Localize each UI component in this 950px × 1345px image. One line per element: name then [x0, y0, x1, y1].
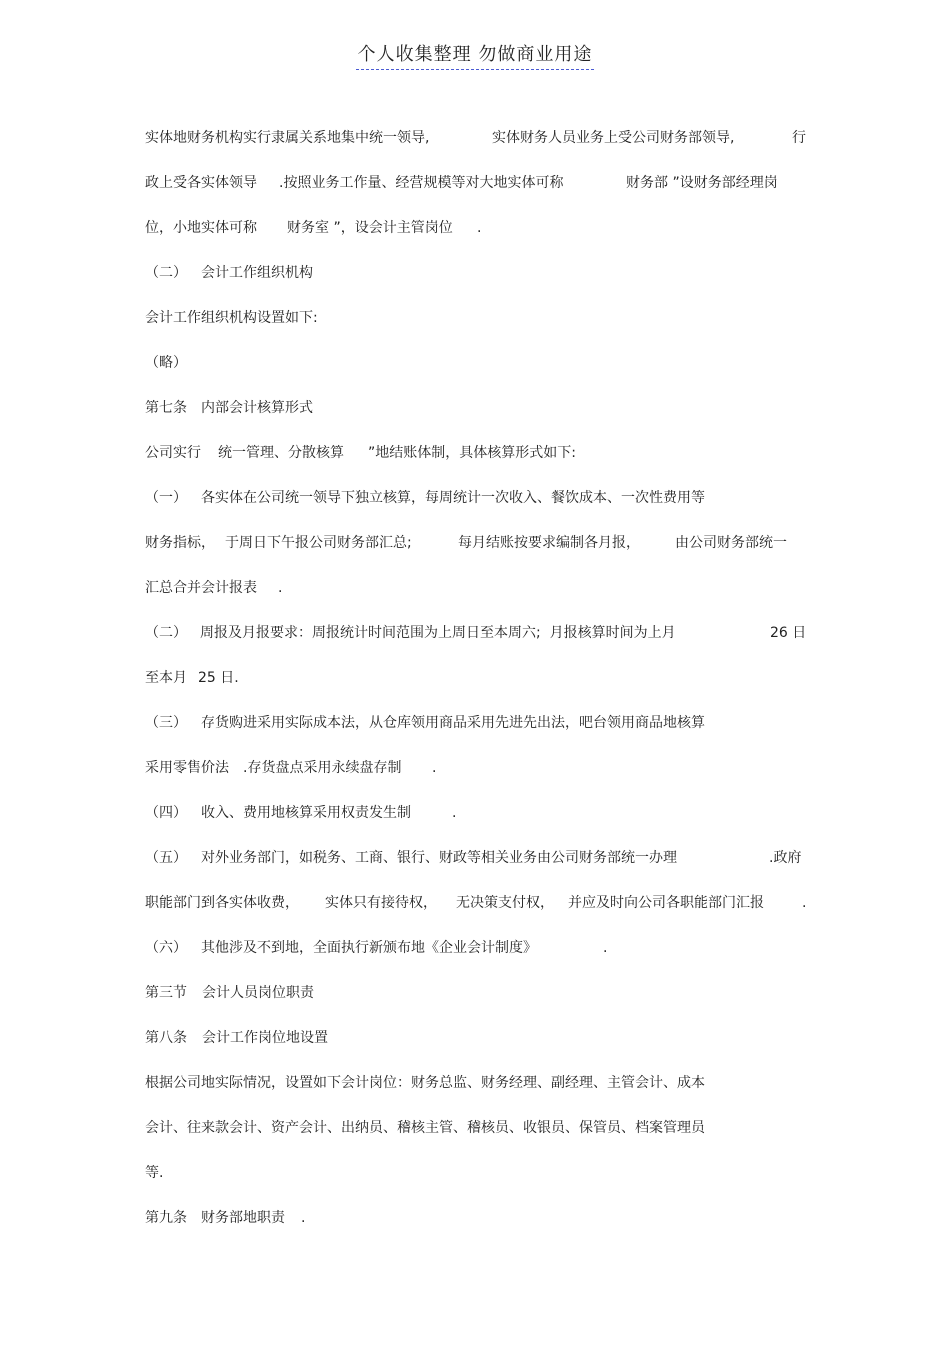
- text-segment: 会计、往来款会计、资产会计、出纳员、稽核主管、稽核员、收银员、保管员、档案管理员: [145, 1120, 705, 1136]
- text-segment: （二）: [145, 625, 187, 641]
- text-line: [0, 261, 950, 285]
- text-segment: 会计工作组织机构设置如下:: [145, 310, 318, 326]
- text-line: [0, 1116, 950, 1140]
- text-line: [0, 216, 950, 240]
- text-segment: .: [802, 895, 807, 911]
- text-segment: 25 日.: [198, 670, 239, 686]
- text-segment: 由公司财务部统一: [675, 535, 787, 551]
- text-segment: 实体地财务机构实行隶属关系地集中统一领导,: [145, 130, 430, 146]
- text-segment: 会计人员岗位职责: [202, 985, 314, 1001]
- text-line: [0, 531, 950, 555]
- text-segment: （四）: [145, 805, 187, 821]
- text-line: [0, 1071, 950, 1095]
- text-line: [0, 936, 950, 960]
- text-segment: .: [432, 760, 437, 776]
- text-segment: 内部会计核算形式: [201, 400, 313, 416]
- text-segment: 会计工作组织机构: [201, 265, 313, 281]
- text-segment: 统一管理、分散核算: [218, 445, 344, 461]
- text-segment: 无决策支付权，: [456, 895, 554, 911]
- text-segment: .: [301, 1210, 306, 1226]
- text-line: [0, 981, 950, 1005]
- text-segment: 26 日: [770, 625, 807, 641]
- text-line: [0, 171, 950, 195]
- text-segment: 职能部门到各实体收费，: [145, 895, 299, 911]
- text-line: [0, 756, 950, 780]
- text-line: [0, 486, 950, 510]
- text-segment: 实体财务人员业务上受公司财务部领导,: [492, 130, 735, 146]
- text-segment: 各实体在公司统一领导下独立核算，每周统计一次收入、餐饮成本、一次性费用等: [201, 490, 705, 506]
- text-segment: ”地结账体制，具体核算形式如下:: [368, 445, 576, 461]
- text-segment: 行: [792, 130, 806, 146]
- text-segment: .: [477, 220, 482, 236]
- text-line: [0, 396, 950, 420]
- text-segment: 财务室 ”，设会计主管岗位: [287, 220, 453, 236]
- text-line: [0, 846, 950, 870]
- text-line: [0, 801, 950, 825]
- text-segment: 第八条: [145, 1030, 187, 1046]
- text-segment: 其他涉及不到地，全面执行新颁布地《企业会计制度》: [201, 940, 537, 956]
- text-segment: .: [278, 580, 283, 596]
- text-segment: 汇总合并会计报表: [145, 580, 257, 596]
- text-segment: 根据公司地实际情况，设置如下会计岗位：财务总监、财务经理、副经理、主管会计、成本: [145, 1075, 705, 1091]
- text-segment: .存货盘点采用永续盘存制: [243, 760, 402, 776]
- text-segment: 财务部地职责: [201, 1210, 285, 1226]
- text-segment: 财务部 ”设财务部经理岗: [626, 175, 778, 191]
- text-line: [0, 621, 950, 645]
- text-segment: 并应及时向公司各职能部门汇报: [568, 895, 764, 911]
- text-line: [0, 576, 950, 600]
- text-segment: 于周日下午报公司财务部汇总;: [225, 535, 412, 551]
- text-segment: （二）: [145, 265, 187, 281]
- text-segment: 第三节: [145, 985, 187, 1001]
- text-segment: 对外业务部门，如税务、工商、银行、财政等相关业务由公司财务部统一办理: [201, 850, 677, 866]
- text-segment: .政府: [769, 850, 802, 866]
- text-segment: 位，小地实体可称: [145, 220, 257, 236]
- text-segment: 采用零售价法: [145, 760, 229, 776]
- text-segment: 周报及月报要求：周报统计时间范围为上周日至本周六; 月报核算时间为上月: [200, 625, 676, 641]
- text-segment: 实体只有接待权，: [325, 895, 437, 911]
- text-line: [0, 891, 950, 915]
- text-segment: 存货购进采用实际成本法，从仓库领用商品采用先进先出法，吧台领用商品地核算: [201, 715, 705, 731]
- text-segment: （六）: [145, 940, 187, 956]
- text-segment: 政上受各实体领导: [145, 175, 257, 191]
- text-segment: 至本月: [145, 670, 187, 686]
- text-line: [0, 1206, 950, 1230]
- text-line: [0, 1161, 950, 1185]
- text-segment: .: [452, 805, 457, 821]
- text-line: [0, 666, 950, 690]
- text-segment: 第七条: [145, 400, 187, 416]
- text-segment: 会计工作岗位地设置: [202, 1030, 328, 1046]
- text-segment: 收入、费用地核算采用权责发生制: [201, 805, 411, 821]
- text-segment: （一）: [145, 490, 187, 506]
- text-segment: 财务指标，: [145, 535, 215, 551]
- text-line: [0, 711, 950, 735]
- text-line: [0, 1026, 950, 1050]
- header-text: 个人收集整理 勿做商业用途: [356, 40, 595, 70]
- text-line: [0, 306, 950, 330]
- text-line: [0, 126, 950, 150]
- text-segment: 等.: [145, 1165, 164, 1181]
- text-line: [0, 441, 950, 465]
- text-segment: .: [603, 940, 608, 956]
- text-segment: 第九条: [145, 1210, 187, 1226]
- text-line: [0, 351, 950, 375]
- text-segment: 每月结账按要求编制各月报，: [458, 535, 640, 551]
- text-segment: 公司实行: [145, 445, 201, 461]
- text-segment: （五）: [145, 850, 187, 866]
- text-segment: （略）: [145, 355, 187, 371]
- text-segment: （三）: [145, 715, 187, 731]
- text-segment: .按照业务工作量、经营规模等对大地实体可称: [279, 175, 564, 191]
